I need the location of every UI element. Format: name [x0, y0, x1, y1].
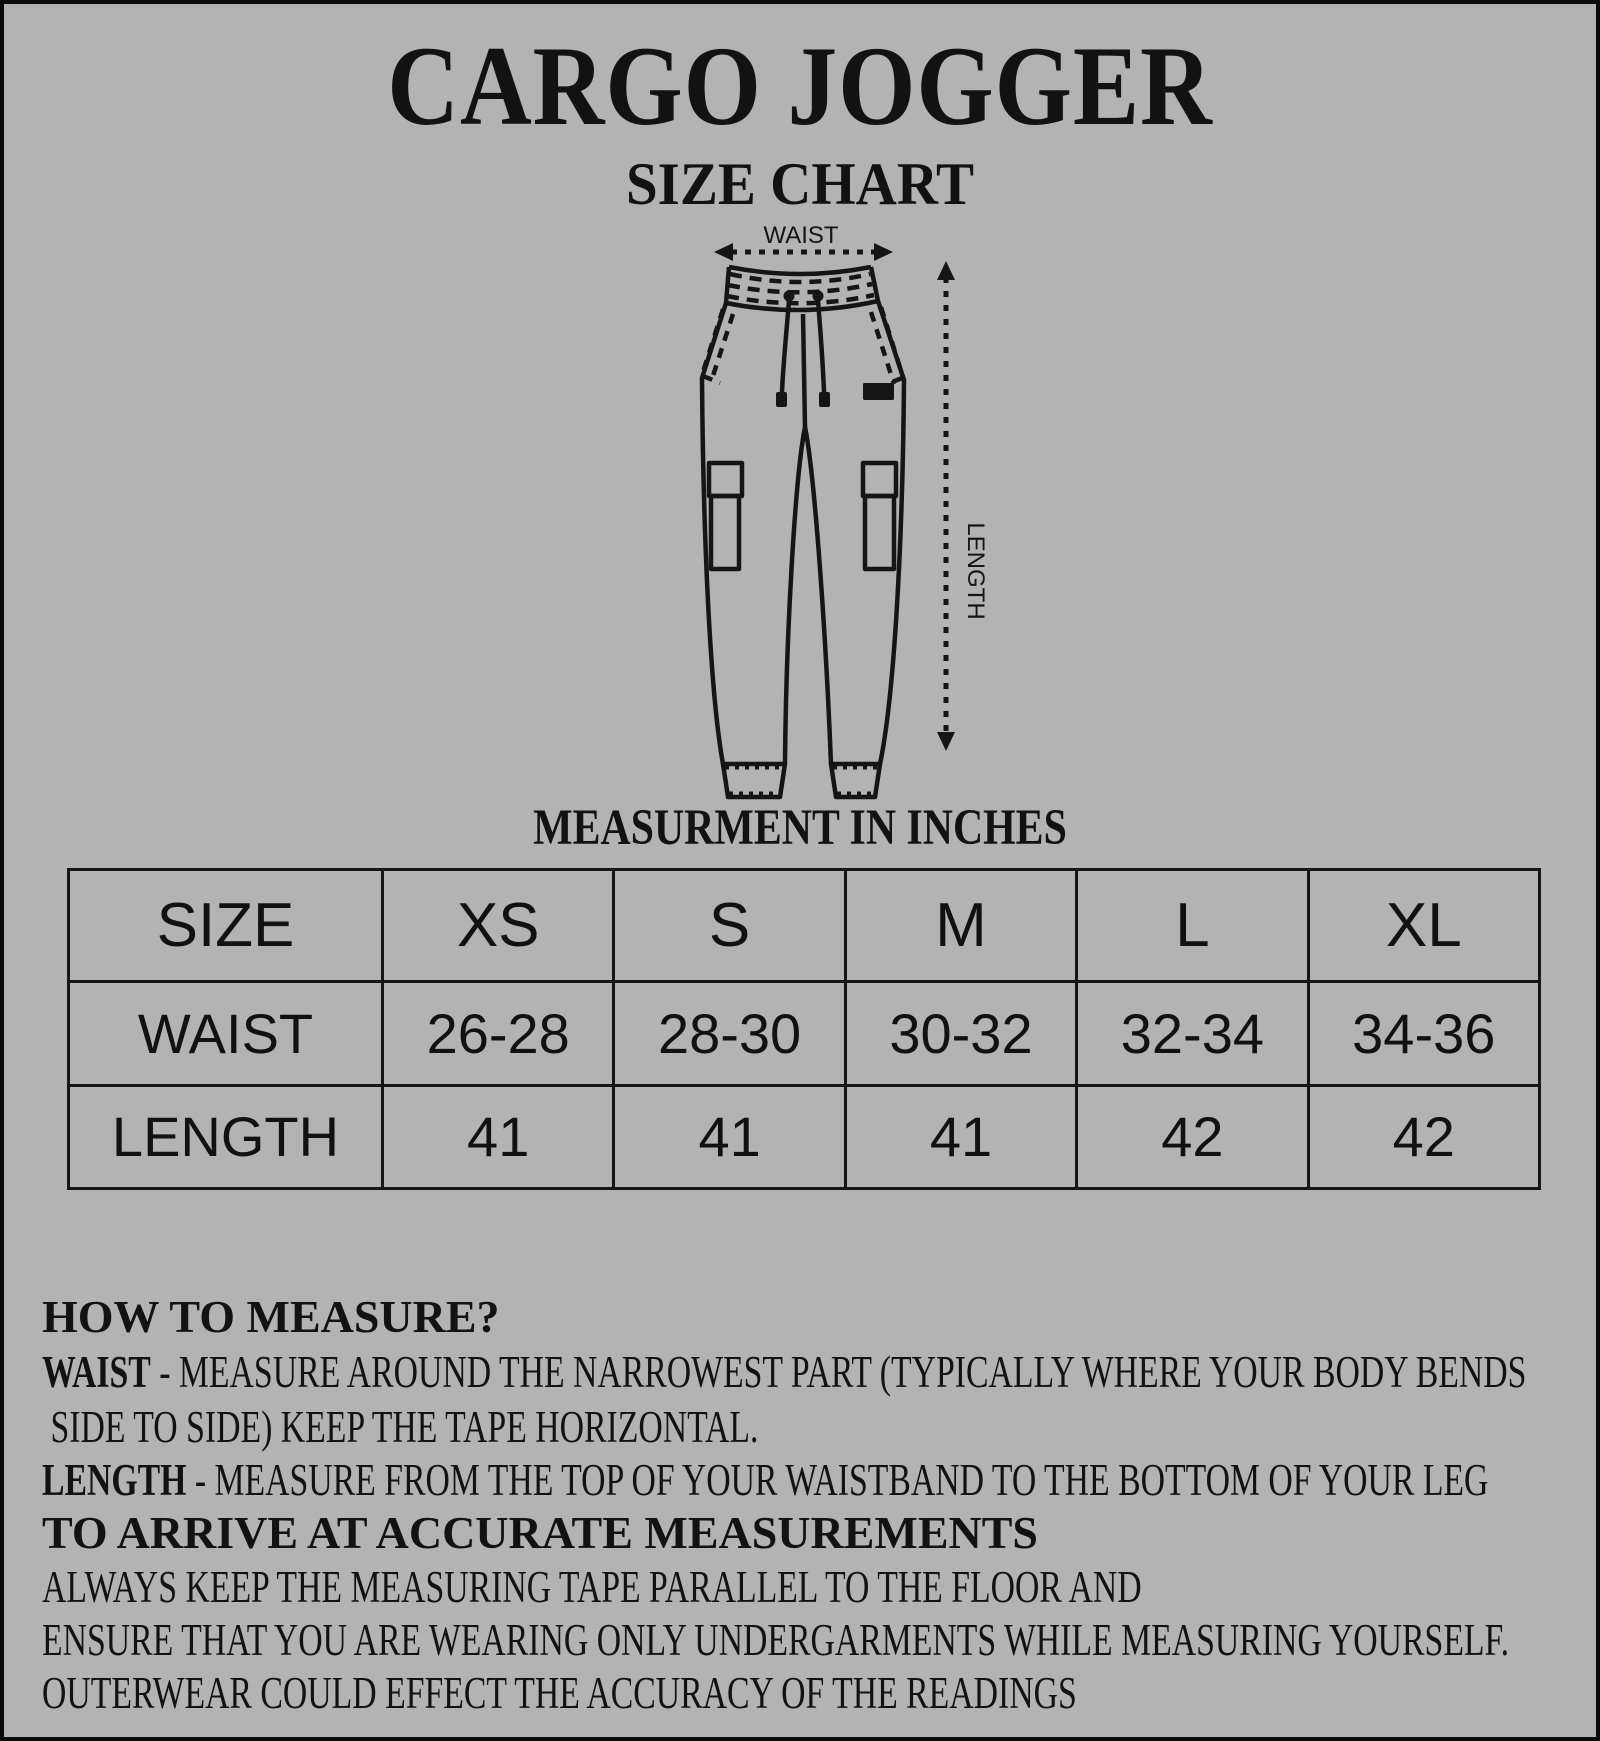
waist-m-value: 30-32: [845, 982, 1076, 1085]
waist-xl-value: 34-36: [1308, 982, 1539, 1085]
waist-instruction-line1: [42, 1346, 1526, 1399]
waist-row-label: WAIST: [69, 982, 383, 1085]
size-xl-cell: XL: [1308, 870, 1539, 982]
size-s-cell: S: [614, 870, 845, 982]
length-instruction-line: [42, 1454, 1488, 1507]
size-m-cell: M: [845, 870, 1076, 982]
size-xs-cell: XS: [383, 870, 614, 982]
table-row: [69, 870, 1540, 982]
accurate-measurements-heading: TO ARRIVE AT ACCURATE MEASUREMENTS: [42, 1507, 1039, 1558]
page-title: CARGO JOGGER: [387, 24, 1213, 149]
waist-xs-value: 26-28: [383, 982, 614, 1085]
jogger-body-outline: [702, 301, 904, 764]
length-xl-value: 42: [1308, 1085, 1539, 1188]
cargo-pocket-right: [863, 463, 896, 569]
size-header-cell: SIZE: [69, 870, 383, 982]
tip-line-2: ENSURE THAT YOU ARE WEARING ONLY UNDERGARMENTS WHILE MEASURING YOURSELF.: [42, 1615, 1510, 1665]
how-to-measure-heading: HOW TO MEASURE?: [42, 1291, 500, 1342]
size-table: [67, 868, 1541, 1190]
table-row: [69, 1085, 1540, 1188]
jogger-label-patch: [863, 383, 894, 400]
length-term: LENGTH: [42, 1455, 187, 1505]
page-subtitle: SIZE CHART: [625, 151, 974, 217]
waist-term: WAIST: [42, 1347, 151, 1397]
table-row: [69, 982, 1540, 1085]
waist-dimension-label: WAIST: [763, 222, 839, 249]
jogger-line-drawing: [602, 217, 1002, 817]
length-s-value: 41: [614, 1085, 845, 1188]
length-dimension-label: LENGTH: [962, 522, 989, 620]
size-l-cell: L: [1077, 870, 1308, 982]
length-xs-value: 41: [383, 1085, 614, 1188]
cargo-pocket-left: [709, 463, 742, 569]
jogger-waistband: [726, 267, 878, 310]
table-caption: MEASURMENT IN INCHES: [533, 800, 1067, 856]
length-m-value: 41: [845, 1085, 1076, 1188]
length-instruction-text: - MEASURE FROM THE TOP OF YOUR WAISTBAND TO THE BOTTOM OF YOUR LEG: [186, 1455, 1489, 1505]
tip-line-1: ALWAYS KEEP THE MEASURING TAPE PARALLEL TO THE FLOOR AND: [42, 1562, 1142, 1612]
length-row-label: LENGTH: [69, 1085, 383, 1188]
waist-l-value: 32-34: [1077, 982, 1308, 1085]
length-arrow: [937, 261, 955, 751]
waist-instruction-text: - MEASURE AROUND THE NARROWEST PART (TYPICALLY WHERE YOUR BODY BENDS: [150, 1347, 1527, 1397]
length-l-value: 42: [1077, 1085, 1308, 1188]
jogger-cuffs: [723, 764, 880, 797]
waist-s-value: 28-30: [614, 982, 845, 1085]
tip-line-3: OUTERWEAR COULD EFFECT THE ACCURACY OF THE READINGS: [42, 1668, 1077, 1718]
waist-instruction-line2: SIDE TO SIDE) KEEP THE TAPE HORIZONTAL.: [42, 1402, 759, 1452]
